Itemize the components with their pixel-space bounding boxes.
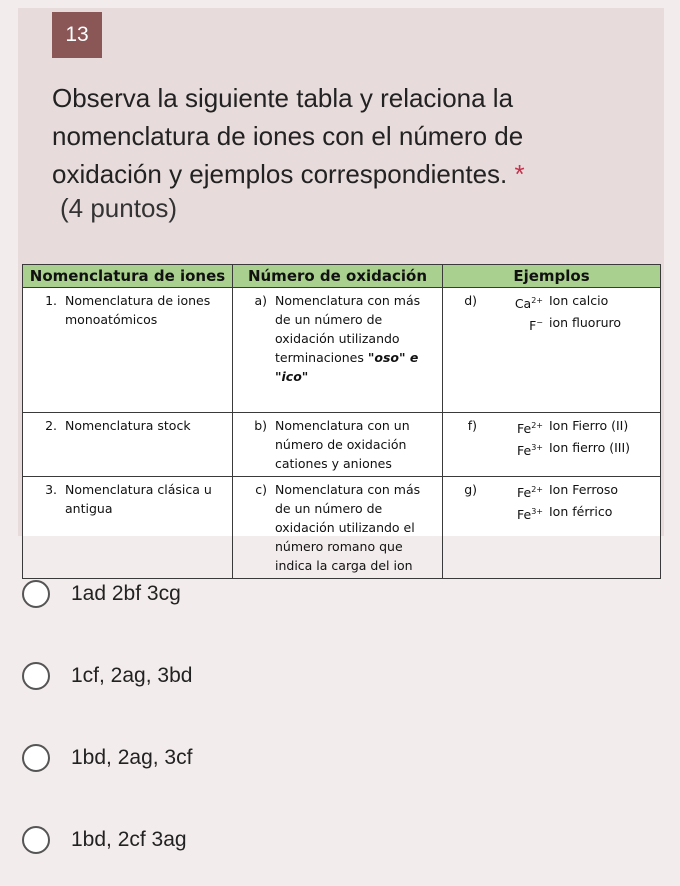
ion-symbol: Fe bbox=[517, 485, 532, 501]
item-label: c) bbox=[255, 482, 267, 497]
item-label: a) bbox=[254, 293, 267, 308]
ion-charge: 2+ bbox=[531, 485, 543, 494]
ion-symbol: F bbox=[529, 318, 537, 334]
answer-option-label[interactable]: 1cf, 2ag, 3bd bbox=[71, 664, 193, 687]
table-row bbox=[23, 413, 661, 477]
table-cell bbox=[233, 477, 443, 579]
item-text: Nomenclatura stock bbox=[65, 418, 191, 433]
item-text: Nomenclatura con un número de oxidación cationes y aniones bbox=[275, 418, 410, 471]
table-cell bbox=[233, 288, 443, 413]
item-text-emphasis: "oso" e "ico" bbox=[275, 350, 419, 384]
radio-button[interactable] bbox=[22, 662, 50, 690]
table-cell bbox=[23, 288, 233, 413]
answer-option-label[interactable]: 1ad 2bf 3cg bbox=[71, 582, 181, 605]
answer-option[interactable] bbox=[22, 574, 181, 614]
header-ejemplos: Ejemplos bbox=[443, 265, 661, 288]
table-header-row bbox=[23, 265, 661, 288]
ion-name: Ion Fierro (II) bbox=[549, 418, 629, 433]
item-text: Nomenclatura de iones monoatómicos bbox=[65, 293, 211, 327]
radio-button[interactable] bbox=[22, 744, 50, 772]
ion-symbol: Ca bbox=[514, 296, 532, 312]
ion-name: Ion calcio bbox=[549, 293, 609, 308]
ion-charge: − bbox=[536, 318, 543, 328]
question-table-image bbox=[22, 264, 660, 573]
item-label: b) bbox=[254, 418, 267, 433]
table-cell bbox=[443, 288, 661, 413]
ion-name: ion fluoruro bbox=[549, 315, 622, 331]
ion-name: Ion férrico bbox=[549, 504, 613, 520]
ion-charge: 2+ bbox=[531, 421, 543, 430]
ion-symbol: Fe bbox=[517, 421, 532, 437]
table-row bbox=[23, 288, 661, 413]
header-nomenclatura: Nomenclatura de iones bbox=[23, 265, 233, 288]
ion-charge: 3+ bbox=[531, 507, 543, 517]
item-text: Nomenclatura con más de un número de oxidación utilizando terminaciones bbox=[275, 293, 421, 365]
item-label: 3. bbox=[45, 482, 57, 497]
item-label: f) bbox=[467, 418, 477, 433]
ion-charge: 2+ bbox=[531, 296, 543, 305]
ion-symbol: Fe bbox=[517, 507, 532, 523]
table-cell bbox=[233, 413, 443, 477]
question-points: (4 puntos) bbox=[60, 193, 178, 223]
table-cell bbox=[443, 477, 661, 579]
item-label: d) bbox=[464, 293, 477, 308]
table-cell bbox=[23, 477, 233, 579]
question-number: 13 bbox=[52, 12, 102, 58]
question-text bbox=[52, 79, 612, 193]
item-label: 2. bbox=[45, 418, 57, 433]
item-label: g) bbox=[464, 482, 477, 497]
ion-name: Ion Ferroso bbox=[549, 482, 619, 497]
table-cell bbox=[23, 413, 233, 477]
required-marker: * bbox=[514, 159, 525, 189]
answer-option[interactable] bbox=[22, 656, 192, 696]
answer-option-label[interactable]: 1bd, 2cf 3ag bbox=[71, 828, 187, 851]
item-label: 1. bbox=[45, 293, 57, 308]
answer-option-label[interactable]: 1bd, 2ag, 3cf bbox=[71, 746, 193, 769]
table-row bbox=[23, 477, 661, 579]
ion-name: Ion fierro (III) bbox=[549, 440, 631, 456]
answer-option[interactable] bbox=[22, 820, 187, 860]
question-text-body: Observa la siguiente tabla y relaciona la nomenclatura de iones con el número de oxidación y ejemplos correspondientes. bbox=[52, 83, 524, 189]
item-text: Nomenclatura con más de un número de oxidación utilizando el número romano que indica la carga del ion bbox=[275, 482, 421, 573]
table-cell bbox=[443, 413, 661, 477]
ion-symbol: Fe bbox=[517, 443, 532, 459]
nomenclature-table bbox=[22, 264, 661, 579]
radio-button[interactable] bbox=[22, 580, 50, 608]
header-numero-oxidacion: Número de oxidación bbox=[233, 265, 443, 288]
radio-button[interactable] bbox=[22, 826, 50, 854]
item-text: Nomenclatura clásica u antigua bbox=[65, 482, 212, 516]
answer-option[interactable] bbox=[22, 738, 192, 778]
ion-charge: 3+ bbox=[531, 443, 543, 453]
